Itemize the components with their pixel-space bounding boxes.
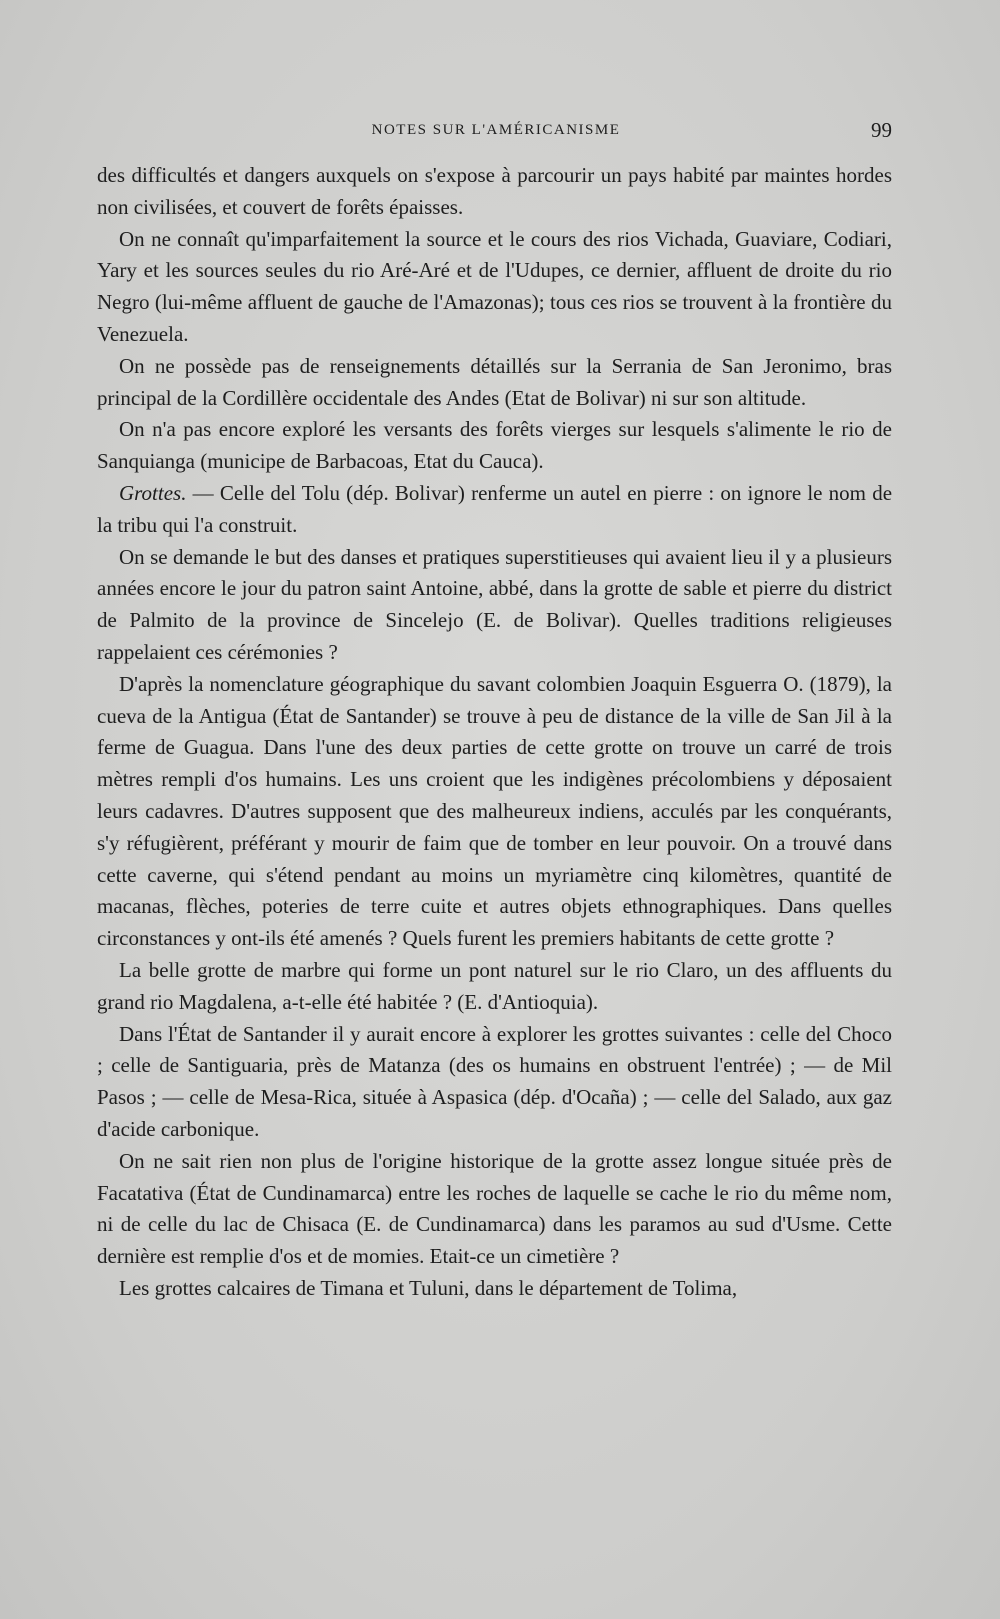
paragraph: On ne sait rien non plus de l'origine historique de la grotte assez longue située près de Facatativa (État de Cundinamarca) entre les roches de laquelle se cache le rio du même nom, ni de celle du lac de Chisaca (E. de Cundinamarca) dans les paramos au sud d'Usme. Cette dernière est remplie d'os et de momies. Etait-ce un cimetière ? (97, 1148, 892, 1269)
paragraph: des difficultés et dangers auxquels on s'expose à parcourir un pays habité par maintes hordes non civilisées, et couvert de forêts épaisses. (97, 163, 892, 219)
body-text (97, 160, 892, 1305)
paragraph: On n'a pas encore exploré les versants des forêts vierges sur lesquels s'alimente le rio de Sanquianga (municipe de Barbacoas, Etat du Cauca). (97, 417, 892, 474)
paragraph: Dans l'État de Santander il y aurait encore à explorer les grottes suivantes : celle del Choco ; celle de Santiguaria, près de Matanza (des os humains en obstruent l'entrée) ; — de Mil Pasos ; — celle de Mesa-Rica, située à Aspasica (dép. d'Ocaña) ; — celle del Salado, aux gaz d'acide carbonique. (97, 1021, 892, 1141)
paragraph-text: — Celle del Tolu (dép. Bolivar) renferme un autel en pierre : on ignore le nom de la tribu qui l'a construit. (97, 480, 893, 537)
paragraph: On ne connaît qu'imparfaitement la source et le cours des rios Vichada, Guaviare, Codiari, Yary et les sources seules du rio Aré-Aré et de l'Udupes, ce dernier, affluent de droite du rio Negro (lui-même affluent de gauche de l'Amazonas); tous ces rios se trouvent à la frontière du Venezuela. (97, 226, 892, 346)
paragraph: D'après la nomenclature géographique du savant colombien Joaquin Esguerra O. (1879), la cueva de la Antigua (État de Santander) se trouve à peu de distance de la ville de San Jil à la ferme de Guagua. Dans l'une des deux parties de cette grotte on trouve un carré de trois mètres rempli d'os humains. Les uns croient que les indigènes précolombiens y déposaient leurs cadavres. D'autres supposent que des malheureux indiens, acculés par les conquérants, s'y réfugièrent, préférant y mourir de faim que de tomber en leur pouvoir. On a trouvé dans cette caverne, qui s'étend pendant au moins un myriamètre cinq kilomètres, quantité de macanas, flèches, poteries de terre cuite et autres objets ethnographiques. Dans quelles circonstances y ont-ils été amenés ? Quels furent les premiers habitants de cette grotte ? (97, 671, 892, 951)
running-title: NOTES SUR L'AMÉRICANISME (371, 122, 621, 138)
running-head (100, 118, 892, 148)
section-heading: Grottes. (119, 480, 187, 505)
paragraph: On ne possède pas de renseignements détaillés sur la Serrania de San Jeronimo, bras principal de la Cordillère occidentale des Andes (Etat de Bolivar) ni sur son altitude. (97, 353, 892, 410)
paragraph: Les grottes calcaires de Timana et Tuluni, dans le département de Tolima, (119, 1275, 738, 1300)
page-number: 99 (871, 118, 892, 142)
paragraph: La belle grotte de marbre qui forme un pont naturel sur le rio Claro, un des affluents du grand rio Magdalena, a-t-elle été habitée ? (E. d'Antioquia). (97, 957, 892, 1014)
paragraph: On se demande le but des danses et pratiques superstitieuses qui avaient lieu il y a plusieurs années encore le jour du patron saint Antoine, abbé, dans la grotte de sable et pierre du district de Palmito de la province de Sincelejo (E. de Bolivar). Quelles traditions religieuses rappelaient ces cérémonies ? (97, 544, 892, 664)
paragraph (97, 478, 892, 542)
